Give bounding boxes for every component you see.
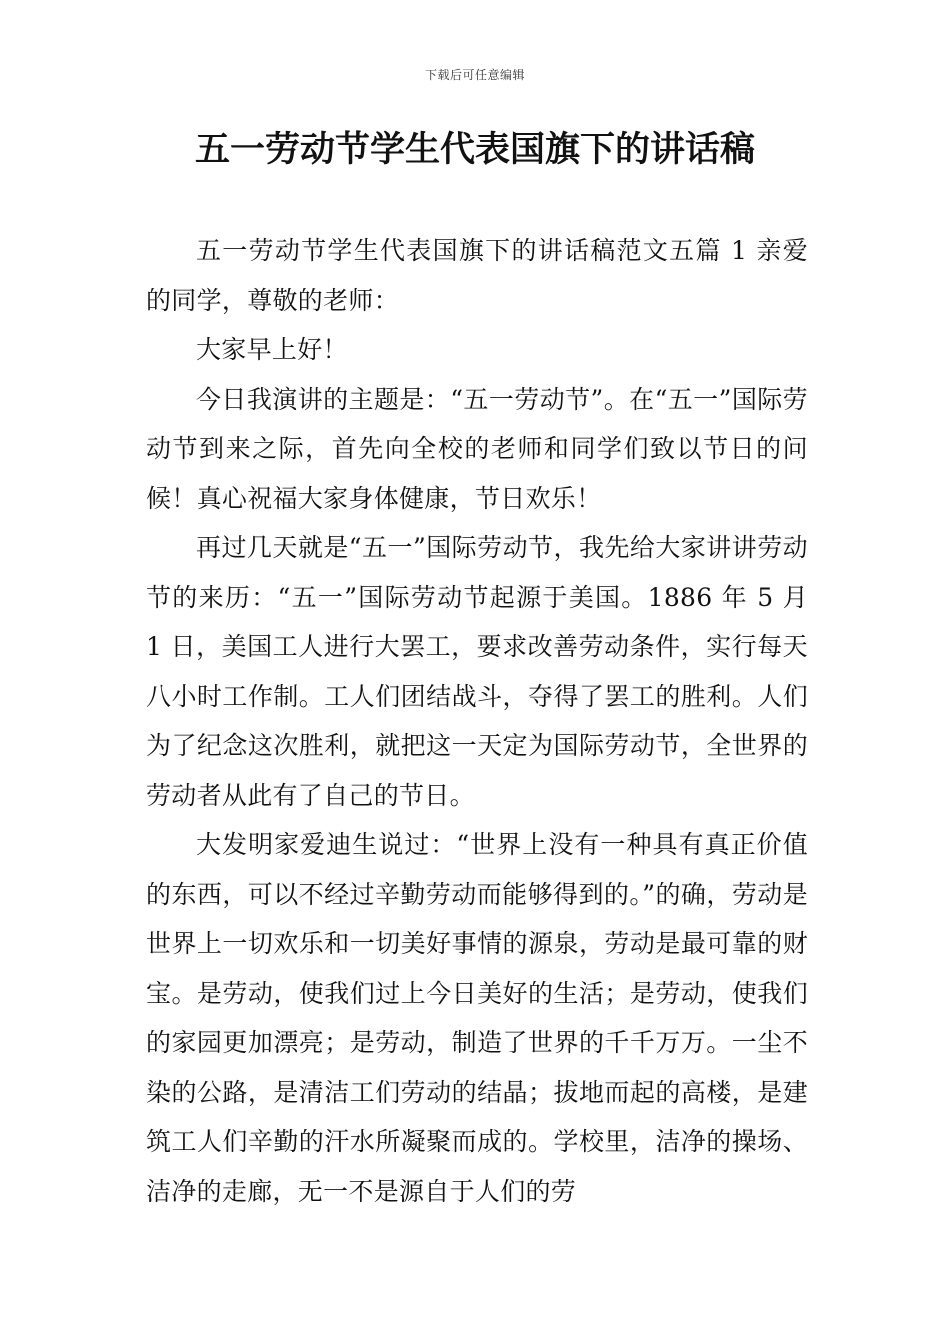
document-title: 五一劳动节学生代表国旗下的讲话稿 <box>194 130 755 170</box>
paragraph-intro: 五一劳动节学生代表国旗下的讲话稿范文五篇 1 亲爱的同学，尊敬的老师： <box>146 236 808 315</box>
paragraph-topic: 今日我演讲的主题是：“五一劳动节”。在“五一”国际劳动节到来之际，首先向全校的老师和同学们致以节日的问候！真心祝福大家身体健康，节日欢乐！ <box>146 384 808 513</box>
document-body <box>146 226 808 1216</box>
paragraph-history: 再过几天就是“五一”国际劳动节，我先给大家讲讲劳动节的来历：“五一”国际劳动节起源于美国。1886 年 5 月 1 日，美国工人进行大罢工，要求改善劳动条件，实行每天八小时工作制。工人们团结战斗，夺得了罢工的胜利。人们为了纪念这次胜利，就把这一天定为国际劳动节，全世界的劳动者从此有了自己的节日。 <box>146 533 808 810</box>
paragraph-greeting: 大家早上好！ <box>196 335 348 364</box>
header-note: 下载后可任意编辑 <box>424 68 525 82</box>
paragraph-edison: 大发明家爱迪生说过：“世界上没有一种具有真正价值的东西，可以不经过辛勤劳动而能够得到的。”的确，劳动是世界上一切欢乐和一切美好事情的源泉，劳动是最可靠的财宝。是劳动，使我们过上今日美好的生活；是劳动，使我们的家园更加漂亮；是劳动，制造了世界的千千万万。一尘不染的公路，是清洁工们劳动的结晶；拔地而起的高楼，是建筑工人们辛勤的汗水所凝聚而成的。学校里，洁净的操场、洁净的走廊，无一不是源自于人们的劳 <box>146 830 808 1206</box>
